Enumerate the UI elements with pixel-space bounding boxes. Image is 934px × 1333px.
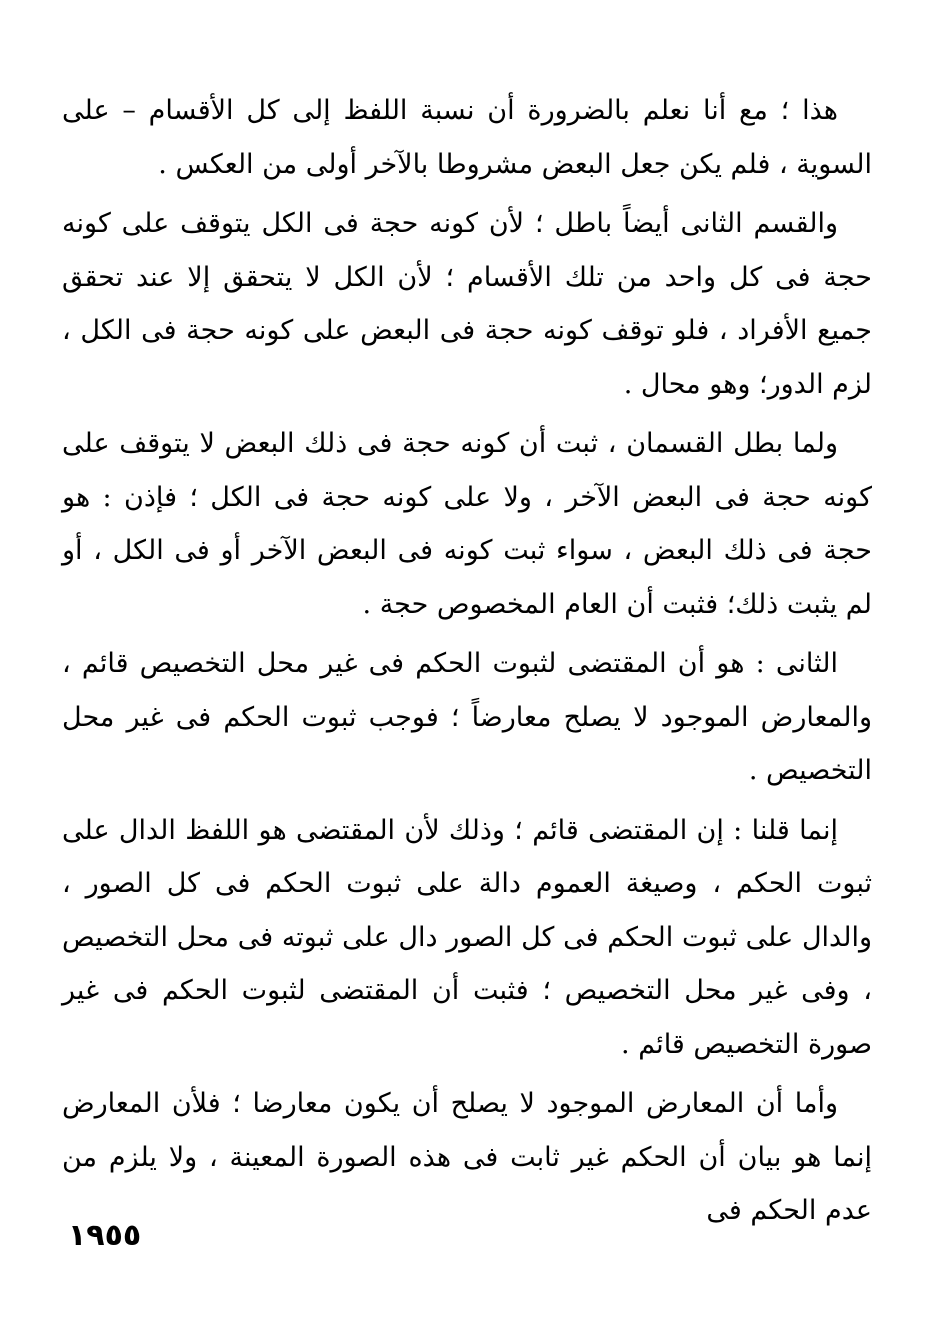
body-text (62, 84, 872, 1238)
paragraph-3: ولما بطل القسمان ، ثبت أن كونه حجة فى ذلك البعض لا يتوقف على كونه حجة فى البعض الآخر ، ولا على كونه حجة فى الكل ؛ فإذن : هو حجة فى ذلك البعض ، سواء ثبت كونه فى البعض الآخر أو فى الكل ، أو لم يثبت ذلك؛ فثبت أن العام المخصوص حجة . (62, 428, 872, 620)
paragraph-2: والقسم الثانى أيضاً باطل ؛ لأن كونه حجة فى الكل يتوقف على كونه حجة فى كل واحد من تلك الأقسام ؛ لأن الكل لا يتحقق إلا عند تحقق جميع الأفراد ، فلو توقف كونه حجة فى البعض على كونه حجة فى الكل ، لزم الدور؛ وهو محال . (62, 208, 872, 400)
paragraph-4: الثانى : هو أن المقتضى لثبوت الحكم فى غير محل التخصيص قائم ، والمعارض الموجود لا يصلح معارضاً ؛ فوجب ثبوت الحكم فى غير محل التخصيص . (62, 648, 872, 786)
page-number: ١٩٥٥ (68, 1218, 142, 1253)
paragraph-6: وأما أن المعارض الموجود لا يصلح أن يكون معارضا ؛ فلأن المعارض إنما هو بيان أن الحكم غير ثابت فى هذه الصورة المعينة ، ولا يلزم من عدم الحكم فى (62, 1088, 872, 1226)
paragraph-5: إنما قلنا : إن المقتضى قائم ؛ وذلك لأن المقتضى هو اللفظ الدال على ثبوت الحكم ، وصيغة العموم دالة على ثبوت الحكم فى كل الصور ، والدال على ثبوت الحكم فى كل الصور دال على ثبوته فى محل التخصيص ، وفى غير محل التخصيص ؛ فثبت أن المقتضى لثبوت الحكم فى غير صورة التخصيص قائم . (62, 814, 872, 1060)
paragraph-1: هذا ؛ مع أنا نعلم بالضرورة أن نسبة اللفظ إلى كل الأقسام – على السوية ، فلم يكن جعل البعض مشروطا بالآخر أولى من العكس . (62, 95, 872, 180)
